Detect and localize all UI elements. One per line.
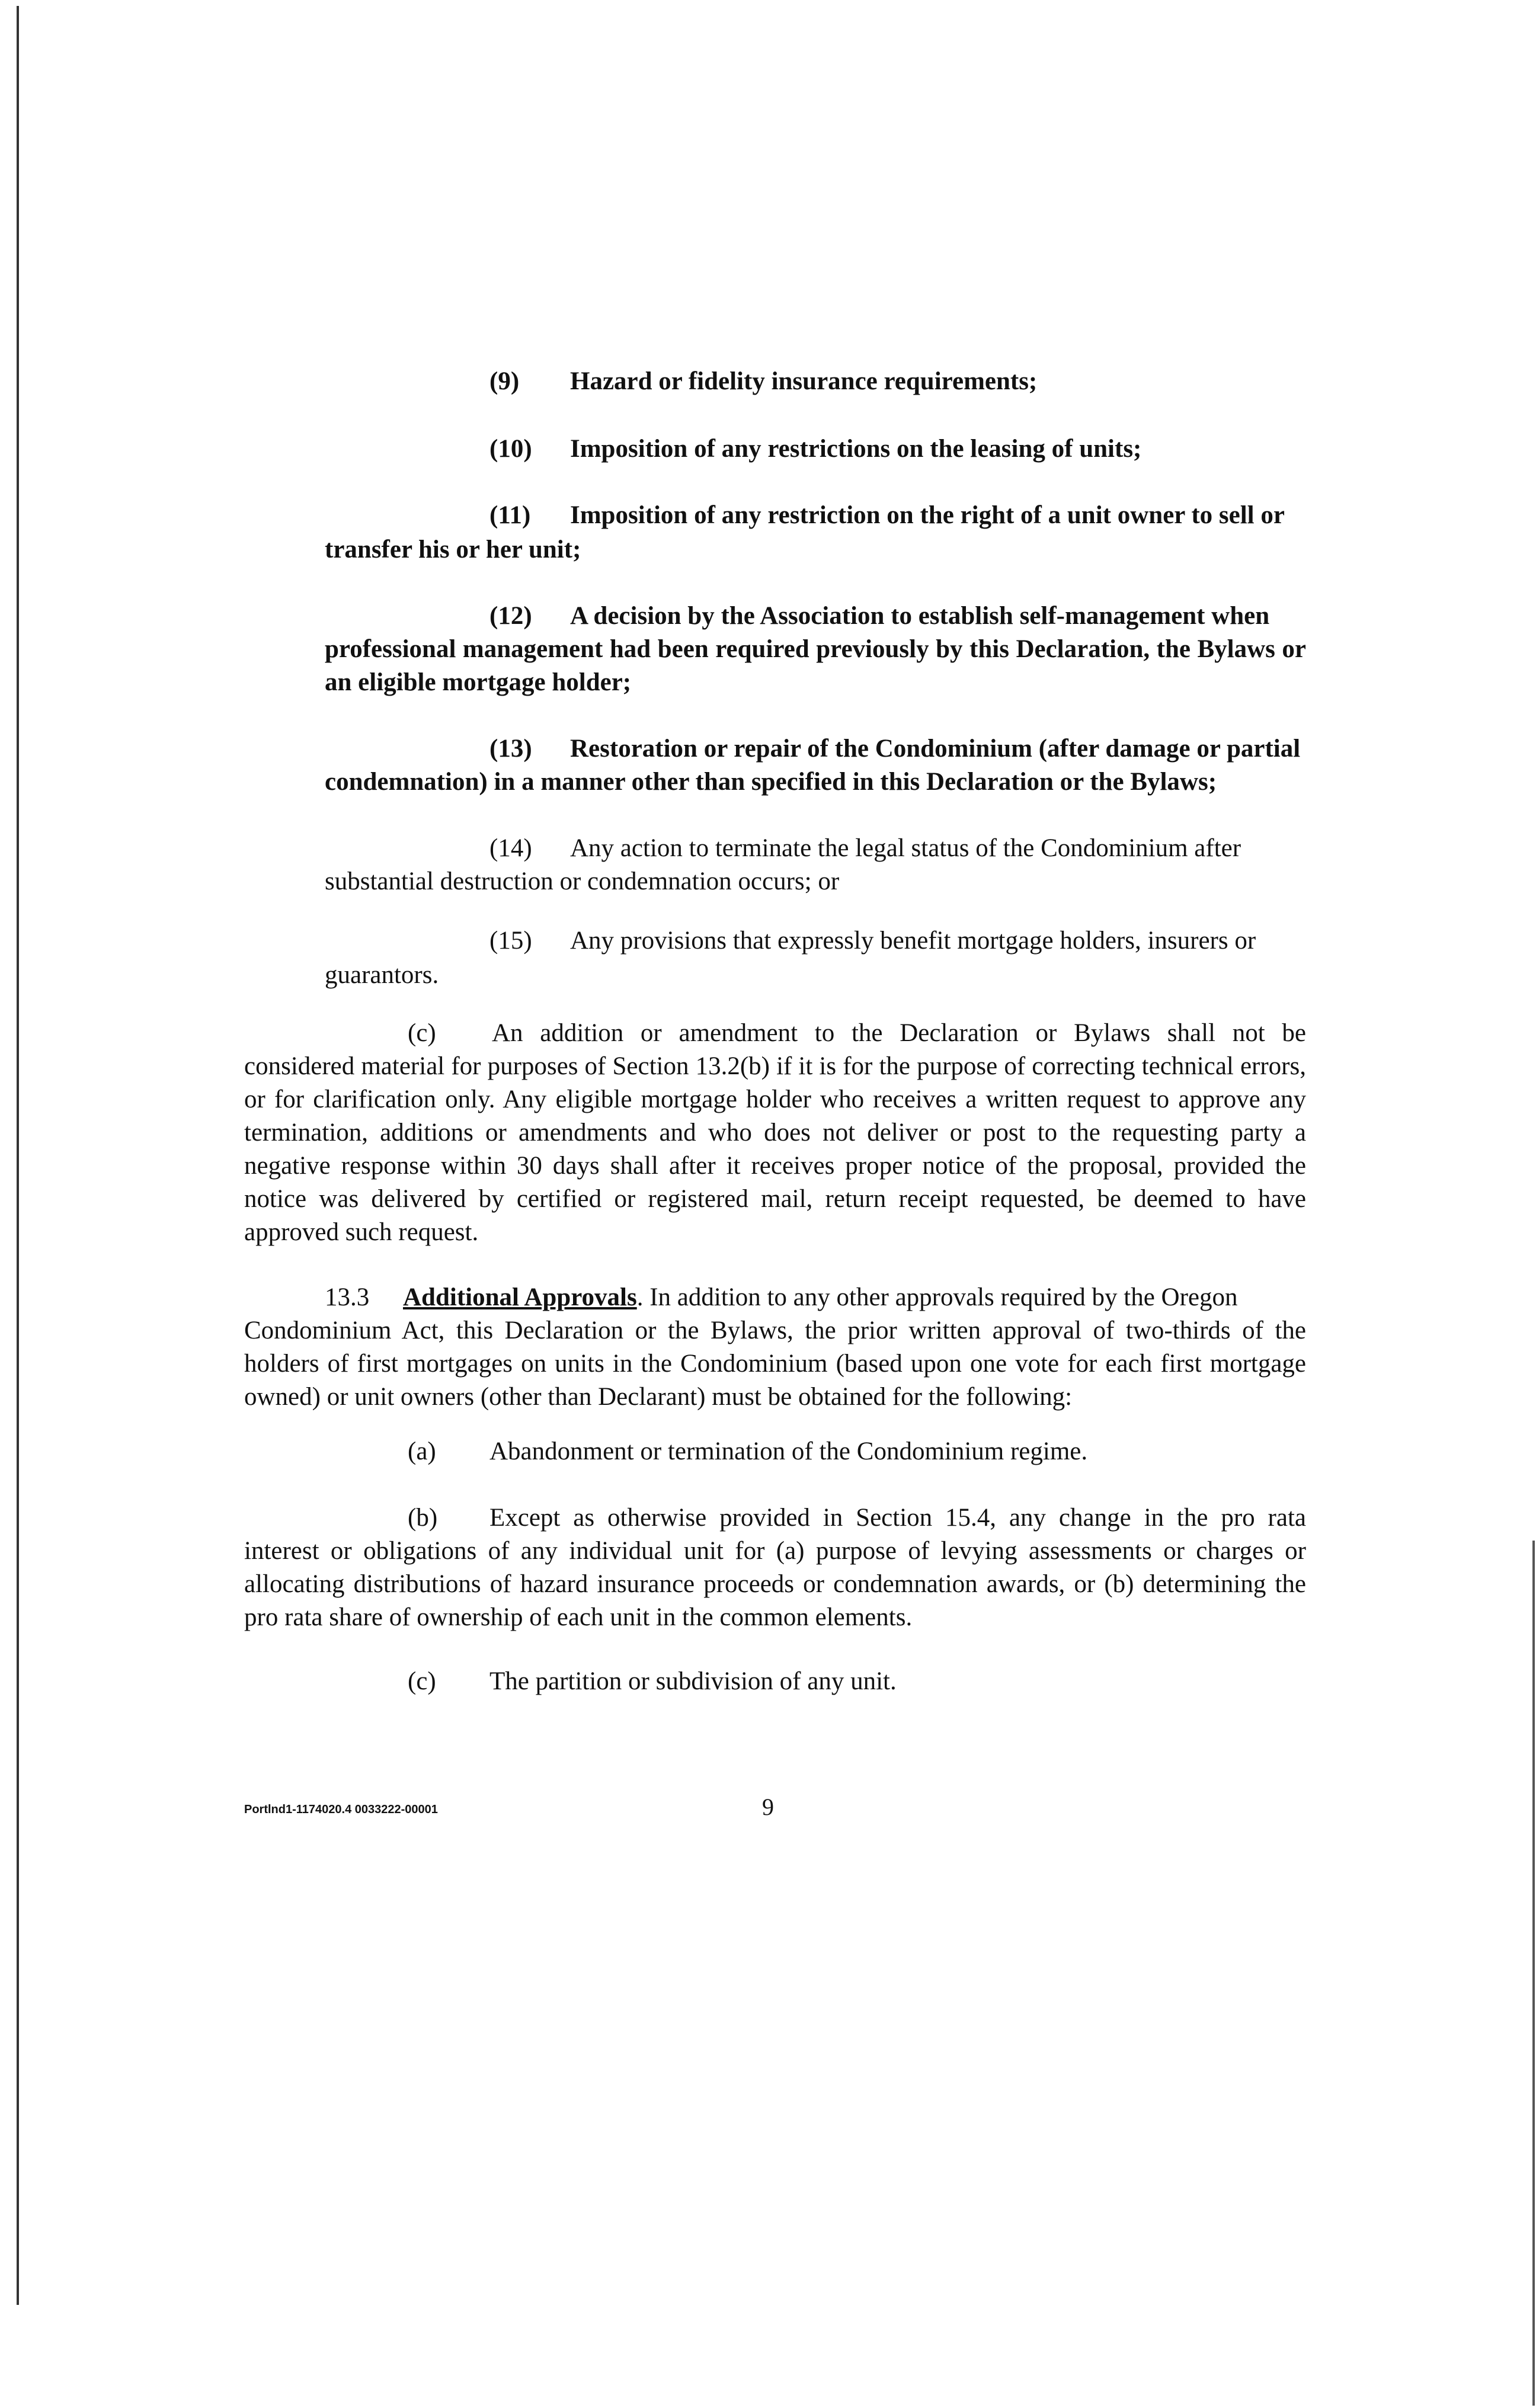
sub-c-text: The partition or subdivision of any unit. (489, 1667, 897, 1695)
item-15-line2: guarantors. (325, 961, 439, 989)
sub-b-label: (b) (408, 1504, 438, 1532)
scan-edge-right (1532, 1541, 1535, 2406)
item-9 (489, 365, 519, 398)
page-number: 9 (762, 1794, 774, 1820)
sub-b-first-line: Except as otherwise provided in Section 15.4, any change in the pro rata (489, 1504, 1306, 1532)
para-c-body: considered material for purposes of Section 13.2(b) if it is for the purpose of correcting technical errors, or for clarification only. Any eligible mortgage holder who receives a written request to approve any termination, additions or amendments and who does not deliver or post to the requesting party a negative response within 30 days shall after it receives proper notice of the proposal, provided the notice was delivered by certified or registered mail, return receipt requested, be deemed to have approved such request. (244, 1052, 1306, 1246)
para-c-label: (c) (408, 1019, 436, 1047)
section-13-3-body: Condominium Act, this Declaration or the Bylaws, the prior written approval of two-thirds of the holders of first mortgages on units in the Condominium (based upon one vote for each first mortgage owned) or unit owners (other than Declarant) must be obtained for the following: (244, 1317, 1306, 1411)
sub-a-text: Abandonment or termination of the Condominium regime. (489, 1437, 1088, 1465)
item-13-line1: Restoration or repair of the Condominium (after damage or partial (570, 735, 1301, 763)
sub-b-body: interest or obligations of any individual unit for (a) purpose of levying assessments or charges or allocating distributions of hazard insurance proceeds or condemnation awards, or (b) determining the pro rata share of ownership of each unit in the common elements. (244, 1537, 1306, 1631)
item-12-rest: professional management had been required previously by this Declaration, the Bylaws or an eligible mortgage holder; (325, 635, 1306, 696)
item-14-number: (14) (489, 834, 532, 862)
item-11-number: (11) (489, 501, 531, 529)
item-12-number: (12) (489, 602, 532, 630)
item-13-line2: condemnation) in a manner other than specified in this Declaration or the Bylaws; (325, 768, 1217, 796)
item-14-line1: Any action to terminate the legal status of the Condominium after (570, 834, 1241, 862)
section-13-3-heading: Additional Approvals (403, 1283, 637, 1311)
item-10-text: Imposition of any restrictions on the leasing of units; (570, 435, 1142, 463)
section-13-3-intro: . In addition to any other approvals required by the Oregon (636, 1283, 1238, 1311)
item-11-line1: Imposition of any restriction on the right of a unit owner to sell or (570, 501, 1285, 529)
item-14-line2: substantial destruction or condemnation occurs; or (325, 867, 840, 895)
item-15-number: (15) (489, 927, 532, 955)
item-12-line1: A decision by the Association to establish self-management when (570, 602, 1270, 630)
item-9-text: Hazard or fidelity insurance requirements; (570, 367, 1038, 395)
section-13-3-number: 13.3 (325, 1283, 370, 1311)
item-13-number: (13) (489, 735, 532, 763)
para-c-first-line: An addition or amendment to the Declaration or Bylaws shall not be (492, 1019, 1306, 1047)
item-9-number: (9) (489, 367, 520, 395)
item-15-line1: Any provisions that expressly benefit mortgage holders, insurers or (570, 927, 1256, 955)
item-10-number: (10) (489, 435, 532, 463)
sub-a-label: (a) (408, 1437, 436, 1465)
sub-c-label: (c) (408, 1667, 436, 1695)
footer-document-id: Portlnd1-1174020.4 0033222-00001 (244, 1803, 438, 1816)
item-11-line2: transfer his or her unit; (325, 536, 581, 563)
scan-edge-left (17, 6, 19, 2305)
section-13-3-first-line (403, 1281, 1306, 1314)
